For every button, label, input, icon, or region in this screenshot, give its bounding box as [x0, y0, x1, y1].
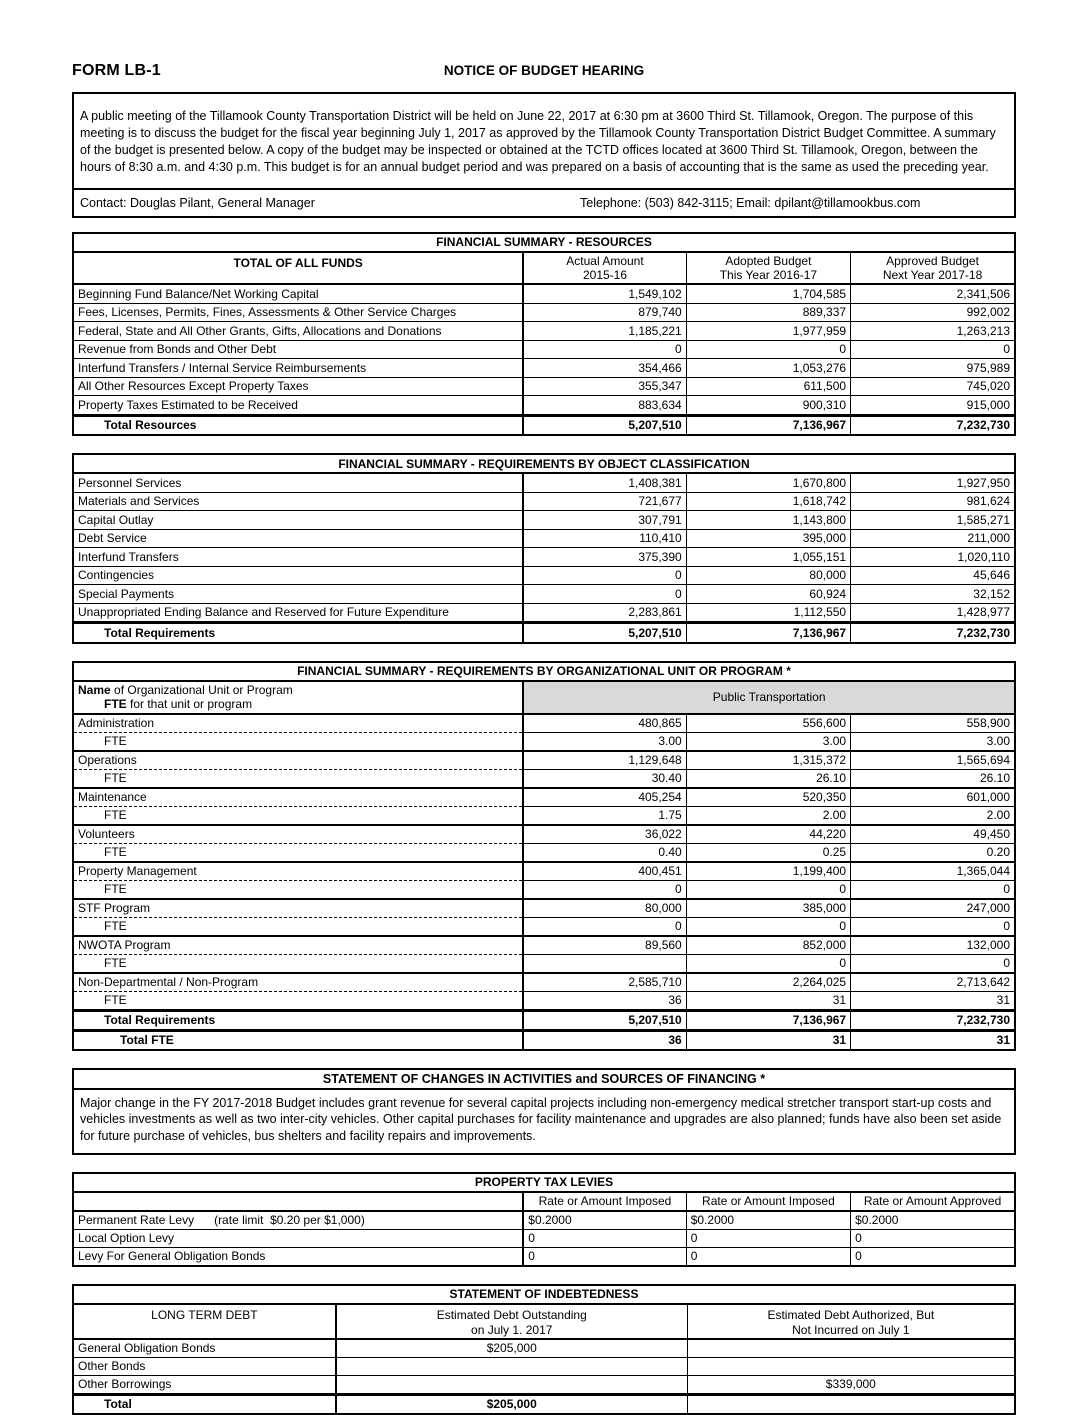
row-label: Property Management: [73, 862, 523, 881]
row-value: [336, 1357, 687, 1375]
row-value: [687, 1357, 1015, 1375]
row-value: $205,000: [336, 1339, 687, 1358]
row-label: FTE: [73, 806, 523, 825]
row-value: $205,000: [336, 1394, 687, 1414]
row-value: 7,136,967: [686, 415, 850, 435]
row-value: $0.2000: [851, 1211, 1015, 1230]
row-value: 7,232,730: [851, 1010, 1015, 1030]
row-value: 1,428,977: [851, 603, 1015, 623]
row-value: 0: [851, 880, 1015, 899]
row-value: 1,670,800: [686, 473, 850, 492]
row-value: 26.10: [686, 769, 850, 788]
col-debt-authorized-line2: Not Incurred on July 1: [792, 1322, 910, 1337]
row-value: 32,152: [851, 585, 1015, 604]
row-value: $0.2000: [523, 1211, 686, 1230]
row-value: 1,055,151: [686, 548, 850, 567]
row-value: 1,143,800: [686, 511, 850, 530]
row-value: 1,129,648: [523, 751, 686, 770]
row-value: 31: [851, 1030, 1015, 1050]
table-row: [73, 473, 1015, 492]
table-row: [73, 1248, 1015, 1267]
row-label: Total FTE: [73, 1030, 523, 1050]
table-row: [73, 603, 1015, 623]
object-classification-title: FINANCIAL SUMMARY - REQUIREMENTS BY OBJECT CLASSIFICATION: [73, 454, 1015, 473]
row-label: Volunteers: [73, 825, 523, 844]
row-value: [523, 954, 686, 973]
row-label: Levy For General Obligation Bonds: [73, 1248, 523, 1267]
row-value: 0: [686, 1248, 850, 1267]
row-value: 0.20: [851, 843, 1015, 862]
row-value: 480,865: [523, 714, 686, 733]
col-adopted-budget: [686, 252, 850, 285]
levies-col-approved: Rate or Amount Approved: [851, 1192, 1015, 1211]
row-value: 31: [686, 1030, 850, 1050]
col-actual-amount: [523, 252, 686, 285]
row-value: 7,136,967: [686, 623, 850, 643]
col-debt-authorized-line1: Estimated Debt Authorized, But: [767, 1308, 935, 1323]
row-value: 852,000: [686, 936, 850, 955]
col-debt-outstanding: [336, 1304, 687, 1339]
row-value: 395,000: [686, 529, 850, 548]
row-value: 1,585,271: [851, 511, 1015, 530]
table-row: [73, 1230, 1015, 1248]
row-label: All Other Resources Except Property Taxes: [73, 377, 523, 396]
row-value: 2.00: [851, 806, 1015, 825]
row-value: 1,199,400: [686, 862, 850, 881]
row-value: [336, 1375, 687, 1394]
row-label: Total Resources: [73, 415, 523, 435]
indebtedness-title: STATEMENT OF INDEBTEDNESS: [73, 1285, 1015, 1304]
levies-title-row: [73, 1173, 1015, 1192]
row-label: Other Borrowings: [73, 1375, 336, 1394]
col-adopted-budget-line2: This Year 2016-17: [719, 267, 818, 282]
row-value: 601,000: [851, 788, 1015, 807]
object-classification-table: [72, 453, 1016, 644]
row-value: 355,347: [523, 377, 686, 396]
row-value: 3.00: [523, 732, 686, 751]
row-value: 0: [523, 880, 686, 899]
row-value: 0.25: [686, 843, 850, 862]
row-value: 7,232,730: [851, 415, 1015, 435]
row-value: [687, 1339, 1015, 1358]
row-label: Total Requirements: [73, 623, 523, 643]
row-label: Property Taxes Estimated to be Received: [73, 396, 523, 416]
row-value: 0: [851, 1230, 1015, 1248]
row-label: Personnel Services: [73, 473, 523, 492]
row-value: 89,560: [523, 936, 686, 955]
row-value: 1,315,372: [686, 751, 850, 770]
total-of-all-funds-header: TOTAL OF ALL FUNDS: [73, 252, 523, 285]
form-id: FORM LB-1: [72, 62, 161, 79]
row-value: 992,002: [851, 303, 1015, 322]
row-value: 0: [686, 880, 850, 899]
row-label: Administration: [73, 714, 523, 733]
row-value: 405,254: [523, 788, 686, 807]
table-row: [73, 751, 1015, 770]
row-value: 0: [686, 917, 850, 936]
table-row: [73, 566, 1015, 585]
row-value: 31: [686, 991, 850, 1010]
row-value: 2.00: [686, 806, 850, 825]
table-row: [73, 585, 1015, 604]
table-row: [73, 862, 1015, 881]
row-label: Local Option Levy: [73, 1230, 523, 1248]
indebtedness-header-row: [73, 1304, 1015, 1339]
col-approved-budget-line1: Approved Budget: [886, 253, 979, 268]
levies-col-imposed-2: Rate or Amount Imposed: [686, 1192, 850, 1211]
table-row: [73, 284, 1015, 303]
row-value: 7,232,730: [851, 623, 1015, 643]
row-value: 1,704,585: [686, 284, 850, 303]
indebtedness-table: [72, 1284, 1016, 1415]
row-value: 7,136,967: [686, 1010, 850, 1030]
row-value: 721,677: [523, 492, 686, 511]
row-value: 1,185,221: [523, 322, 686, 341]
table-row: [73, 322, 1015, 341]
row-value: 1,618,742: [686, 492, 850, 511]
long-term-debt-header: LONG TERM DEBT: [73, 1304, 336, 1339]
row-value: 883,634: [523, 396, 686, 416]
program-header-cell: Public Transportation: [523, 681, 1015, 714]
row-label: FTE: [73, 769, 523, 788]
table-row: [73, 732, 1015, 751]
row-value: 375,390: [523, 548, 686, 567]
row-value: 132,000: [851, 936, 1015, 955]
row-label: FTE: [73, 954, 523, 973]
table-row: [73, 303, 1015, 322]
notice-paragraph: A public meeting of the Tillamook County Transportation District will be held on June 22, 2017 at 6:30 pm at 3600 Third St. Tillamook, Oregon. The purpose of this meeting is to discuss the budget for the fiscal year beginning July 1, 2017 as approved by the Tillamook County Transportation District Budget Committee. A summary of the budget is presented below. A copy of the budget may be inspected or obtained at the TCTD offices located at 3600 Third St. Tillamook, Oregon, between the hours of 8:30 a.m. and 4:30 p.m. This budget is for an annual budget period and was prepared on a basis of accounting that is the same as used the preceding year.: [80, 109, 996, 174]
table-row: [73, 825, 1015, 844]
row-label: Revenue from Bonds and Other Debt: [73, 340, 523, 359]
row-value: 0.40: [523, 843, 686, 862]
col-adopted-budget-line1: Adopted Budget: [725, 253, 812, 268]
row-value: 30.40: [523, 769, 686, 788]
row-value: 110,410: [523, 529, 686, 548]
row-label: FTE: [73, 917, 523, 936]
row-value: 400,451: [523, 862, 686, 881]
col-debt-outstanding-line1: Estimated Debt Outstanding: [436, 1308, 587, 1323]
org-fte-bold: FTE: [104, 697, 127, 712]
row-value: 26.10: [851, 769, 1015, 788]
row-value: 0: [523, 340, 686, 359]
table-row: [73, 806, 1015, 825]
table-row: [73, 880, 1015, 899]
table-row: [73, 1030, 1015, 1050]
row-value: 2,264,025: [686, 973, 850, 992]
row-value: 0: [686, 340, 850, 359]
row-label: Operations: [73, 751, 523, 770]
resources-table: [72, 232, 1016, 437]
row-value: 45,646: [851, 566, 1015, 585]
contact-row: [74, 188, 1014, 216]
row-value: 558,900: [851, 714, 1015, 733]
table-row: [73, 769, 1015, 788]
col-actual-amount-line2: 2015-16: [582, 267, 628, 282]
table-row: [73, 529, 1015, 548]
row-value: 36: [523, 991, 686, 1010]
row-value: 0: [686, 1230, 850, 1248]
changes-statement-title: STATEMENT OF CHANGES IN ACTIVITIES and SOURCES OF FINANCING *: [74, 1070, 1014, 1090]
row-value: 975,989: [851, 359, 1015, 378]
indebtedness-title-row: [73, 1285, 1015, 1304]
row-value: 0: [851, 917, 1015, 936]
org-unit-name-header: [73, 681, 523, 714]
table-row: [73, 917, 1015, 936]
row-value: 915,000: [851, 396, 1015, 416]
table-row: [73, 1375, 1015, 1394]
resources-title: FINANCIAL SUMMARY - RESOURCES: [73, 233, 1015, 252]
row-value: 556,600: [686, 714, 850, 733]
row-value: 0: [523, 1230, 686, 1248]
row-value: 611,500: [686, 377, 850, 396]
row-value: 1,565,694: [851, 751, 1015, 770]
col-approved-budget-line2: Next Year 2017-18: [882, 267, 983, 282]
row-value: 354,466: [523, 359, 686, 378]
row-label: Special Payments: [73, 585, 523, 604]
table-row: [73, 623, 1015, 643]
changes-statement-body: Major change in the FY 2017-2018 Budget includes grant revenue for several capital projects including non-emergency medical stretcher transport start-up costs and vehicles investments as well as two inter-city vehicles. Other capital purchases for facility maintenance and upgrades are also planned; funds have also been set aside for future purchase of vehicles, bus shelters and facility repairs and improvements.: [80, 1095, 1002, 1144]
org-unit-title-row: [73, 662, 1015, 681]
row-value: 0: [851, 954, 1015, 973]
row-value: 80,000: [686, 566, 850, 585]
row-label: Total: [73, 1394, 336, 1414]
row-label: Interfund Transfers / Internal Service Reimbursements: [73, 359, 523, 378]
org-unit-table: [72, 661, 1016, 1051]
row-value: 879,740: [523, 303, 686, 322]
org-name-bold: Name: [78, 682, 111, 697]
col-debt-authorized: [687, 1304, 1015, 1339]
row-value: 5,207,510: [523, 415, 686, 435]
row-value: 247,000: [851, 899, 1015, 918]
row-value: 1.75: [523, 806, 686, 825]
row-value: 0: [523, 566, 686, 585]
contact-name: Contact: Douglas Pilant, General Manager: [80, 195, 315, 210]
row-label: FTE: [73, 880, 523, 899]
row-value: 80,000: [523, 899, 686, 918]
row-value: 1,549,102: [523, 284, 686, 303]
row-value: 36: [523, 1030, 686, 1050]
row-value: 211,000: [851, 529, 1015, 548]
row-label: FTE: [73, 732, 523, 751]
row-value: 3.00: [686, 732, 850, 751]
page-header: [72, 62, 1016, 80]
table-row: [73, 492, 1015, 511]
contact-phone-email: Telephone: (503) 842-3115; Email: dpilant@tillamookbus.com: [580, 195, 921, 210]
row-value: 1,263,213: [851, 322, 1015, 341]
col-actual-amount-line1: Actual Amount: [566, 253, 644, 268]
row-label: Beginning Fund Balance/Net Working Capital: [73, 284, 523, 303]
row-value: 60,924: [686, 585, 850, 604]
row-label: FTE: [73, 843, 523, 862]
col-approved-budget: [851, 252, 1015, 285]
org-fte-rest: for that unit or program: [126, 697, 253, 712]
row-value: 0: [851, 340, 1015, 359]
row-value: 0: [523, 585, 686, 604]
row-label: Unappropriated Ending Balance and Reserved for Future Expenditure: [73, 603, 523, 623]
object-classification-title-row: [73, 454, 1015, 473]
row-label: Fees, Licenses, Permits, Fines, Assessments & Other Service Charges: [73, 303, 523, 322]
row-value: 5,207,510: [523, 623, 686, 643]
row-label: FTE: [73, 991, 523, 1010]
row-value: 307,791: [523, 511, 686, 530]
row-value: 49,450: [851, 825, 1015, 844]
row-value: 520,350: [686, 788, 850, 807]
table-row: [73, 1394, 1015, 1414]
resources-header-row: [73, 252, 1015, 285]
row-value: 1,977,959: [686, 322, 850, 341]
table-row: [73, 548, 1015, 567]
row-value: [687, 1394, 1015, 1414]
table-row: [73, 954, 1015, 973]
row-value: 889,337: [686, 303, 850, 322]
table-row: [73, 991, 1015, 1010]
table-row: [73, 1357, 1015, 1375]
row-value: 2,585,710: [523, 973, 686, 992]
row-value: 3.00: [851, 732, 1015, 751]
row-value: 1,927,950: [851, 473, 1015, 492]
row-value: 1,365,044: [851, 862, 1015, 881]
row-label: Federal, State and All Other Grants, Gifts, Allocations and Donations: [73, 322, 523, 341]
row-label: NWOTA Program: [73, 936, 523, 955]
row-label: STF Program: [73, 899, 523, 918]
table-row: [73, 1010, 1015, 1030]
table-row: [73, 973, 1015, 992]
levies-corner-cell: [73, 1192, 523, 1211]
row-value: 0: [523, 917, 686, 936]
row-label: Total Requirements: [73, 1010, 523, 1030]
row-label: Maintenance: [73, 788, 523, 807]
table-row: [73, 511, 1015, 530]
col-debt-outstanding-line2: on July 1. 2017: [471, 1322, 553, 1337]
notice-box: [72, 92, 1016, 218]
row-value: 0: [851, 1248, 1015, 1267]
page-title: NOTICE OF BUDGET HEARING: [443, 63, 645, 78]
row-label: Non-Departmental / Non-Program: [73, 973, 523, 992]
table-row: [73, 714, 1015, 733]
table-row: [73, 415, 1015, 435]
table-row: [73, 377, 1015, 396]
org-unit-title: FINANCIAL SUMMARY - REQUIREMENTS BY ORGANIZATIONAL UNIT OR PROGRAM *: [73, 662, 1015, 681]
row-value: 745,020: [851, 377, 1015, 396]
row-label: Capital Outlay: [73, 511, 523, 530]
row-value: 0: [523, 1248, 686, 1267]
row-label: Other Bonds: [73, 1357, 336, 1375]
row-value: 44,220: [686, 825, 850, 844]
resources-title-row: [73, 233, 1015, 252]
table-row: [73, 340, 1015, 359]
row-value: 900,310: [686, 396, 850, 416]
table-row: [73, 899, 1015, 918]
org-name-line: [78, 683, 518, 697]
table-row: [73, 1211, 1015, 1230]
org-fte-line: [78, 697, 518, 711]
row-value: $0.2000: [686, 1211, 850, 1230]
property-tax-levies-table: [72, 1172, 1016, 1267]
org-unit-header-row: [73, 681, 1015, 714]
org-name-rest: of Organizational Unit or Program: [110, 682, 293, 697]
row-value: $339,000: [687, 1375, 1015, 1394]
table-row: [73, 788, 1015, 807]
row-value: 31: [851, 991, 1015, 1010]
table-row: [73, 359, 1015, 378]
levies-title: PROPERTY TAX LEVIES: [73, 1173, 1015, 1192]
levies-col-imposed-1: Rate or Amount Imposed: [523, 1192, 686, 1211]
table-row: [73, 1339, 1015, 1358]
row-value: 2,341,506: [851, 284, 1015, 303]
row-value: 1,053,276: [686, 359, 850, 378]
row-label: Materials and Services: [73, 492, 523, 511]
row-label: General Obligation Bonds: [73, 1339, 336, 1358]
row-label: Debt Service: [73, 529, 523, 548]
row-value: 0: [686, 954, 850, 973]
row-value: 981,624: [851, 492, 1015, 511]
row-value: 385,000: [686, 899, 850, 918]
row-value: 1,408,381: [523, 473, 686, 492]
table-row: [73, 843, 1015, 862]
row-value: 2,713,642: [851, 973, 1015, 992]
levies-header-row: [73, 1192, 1015, 1211]
row-value: 5,207,510: [523, 1010, 686, 1030]
row-value: 2,283,861: [523, 603, 686, 623]
changes-statement-box: [72, 1068, 1016, 1156]
row-label: Contingencies: [73, 566, 523, 585]
row-value: 1,112,550: [686, 603, 850, 623]
row-label: Permanent Rate Levy (rate limit $0.20 per $1,000): [73, 1211, 523, 1230]
row-value: 1,020,110: [851, 548, 1015, 567]
row-value: 36,022: [523, 825, 686, 844]
row-label: Interfund Transfers: [73, 548, 523, 567]
table-row: [73, 396, 1015, 416]
table-row: [73, 936, 1015, 955]
